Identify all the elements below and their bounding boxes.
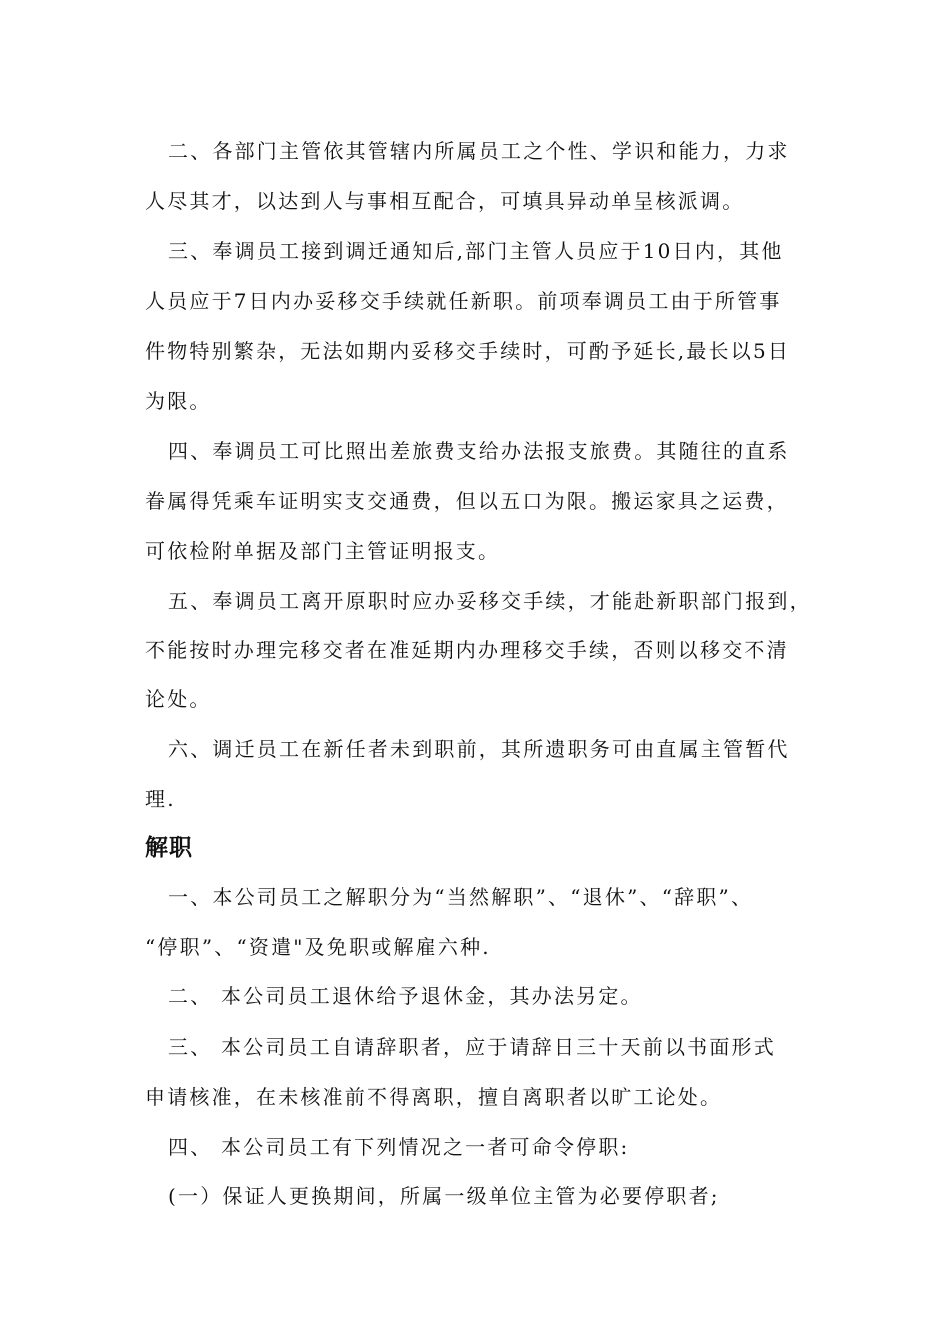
dismissal-clause-2: 二、 本公司员工退休给予退休金，其办法另定。 — [168, 984, 643, 1008]
transfer-clause-5-line-1: 五、奉调员工离开原职时应办妥移交手续，才能赴新职部门报到， — [168, 589, 812, 613]
transfer-clause-4-line-1: 四、奉调员工可比照出差旅费支给办法报支旅费。其随往的直系 — [168, 439, 790, 463]
transfer-clause-2-line-2: 人尽其才，以达到人与事相互配合，可填具异动单呈核派调。 — [145, 189, 745, 213]
dismissal-clause-3-line-2: 申请核准，在未核准前不得离职，擅自离职者以旷工论处。 — [145, 1085, 723, 1109]
dismissal-clause-1-line-1: 一、本公司员工之解职分为“当然解职”、“退休”、“辞职”、 — [168, 885, 754, 909]
transfer-clause-6-line-2: 理. — [145, 787, 176, 811]
dismissal-clause-3-line-1: 三、 本公司员工自请辞职者，应于请辞日三十天前以书面形式 — [168, 1035, 776, 1059]
transfer-clause-3-line-4: 为限。 — [145, 389, 212, 413]
transfer-clause-2-line-1: 二、各部门主管依其管辖内所属员工之个性、学识和能力，力求 — [168, 139, 790, 163]
transfer-clause-3-line-2: 人员应于7日内办妥移交手续就任新职。前项奉调员工由于所管事 — [145, 289, 782, 313]
transfer-clause-4-line-2: 眷属得凭乘车证明实支交通费，但以五口为限。搬运家具之运费， — [145, 489, 789, 513]
transfer-clause-3-line-3: 件物特别繁杂，无法如期内妥移交手续时，可酌予延长,最长以5日 — [145, 339, 791, 363]
dismissal-clause-1-line-2: “停职”、“资遣"及免职或解雇六种. — [145, 935, 491, 959]
transfer-clause-5-line-2: 不能按时办理完移交者在准延期内办理移交手续，否则以移交不清 — [145, 638, 789, 662]
transfer-clause-5-line-3: 论处。 — [145, 687, 212, 711]
dismissal-clause-4-item-1: (一）保证人更换期间，所属一级单位主管为必要停职者; — [168, 1184, 720, 1208]
transfer-clause-6-line-1: 六、调迁员工在新任者未到职前，其所遗职务可由直属主管暂代 — [168, 737, 790, 761]
dismissal-clause-4: 四、 本公司员工有下列情况之一者可命令停职: — [168, 1135, 630, 1159]
transfer-clause-3-line-1: 三、奉调员工接到调迁通知后,部门主管人员应于10日内，其他 — [168, 239, 784, 263]
section-heading-dismissal: 解职 — [145, 835, 193, 861]
transfer-clause-4-line-3: 可依检附单据及部门主管证明报支。 — [145, 539, 501, 563]
